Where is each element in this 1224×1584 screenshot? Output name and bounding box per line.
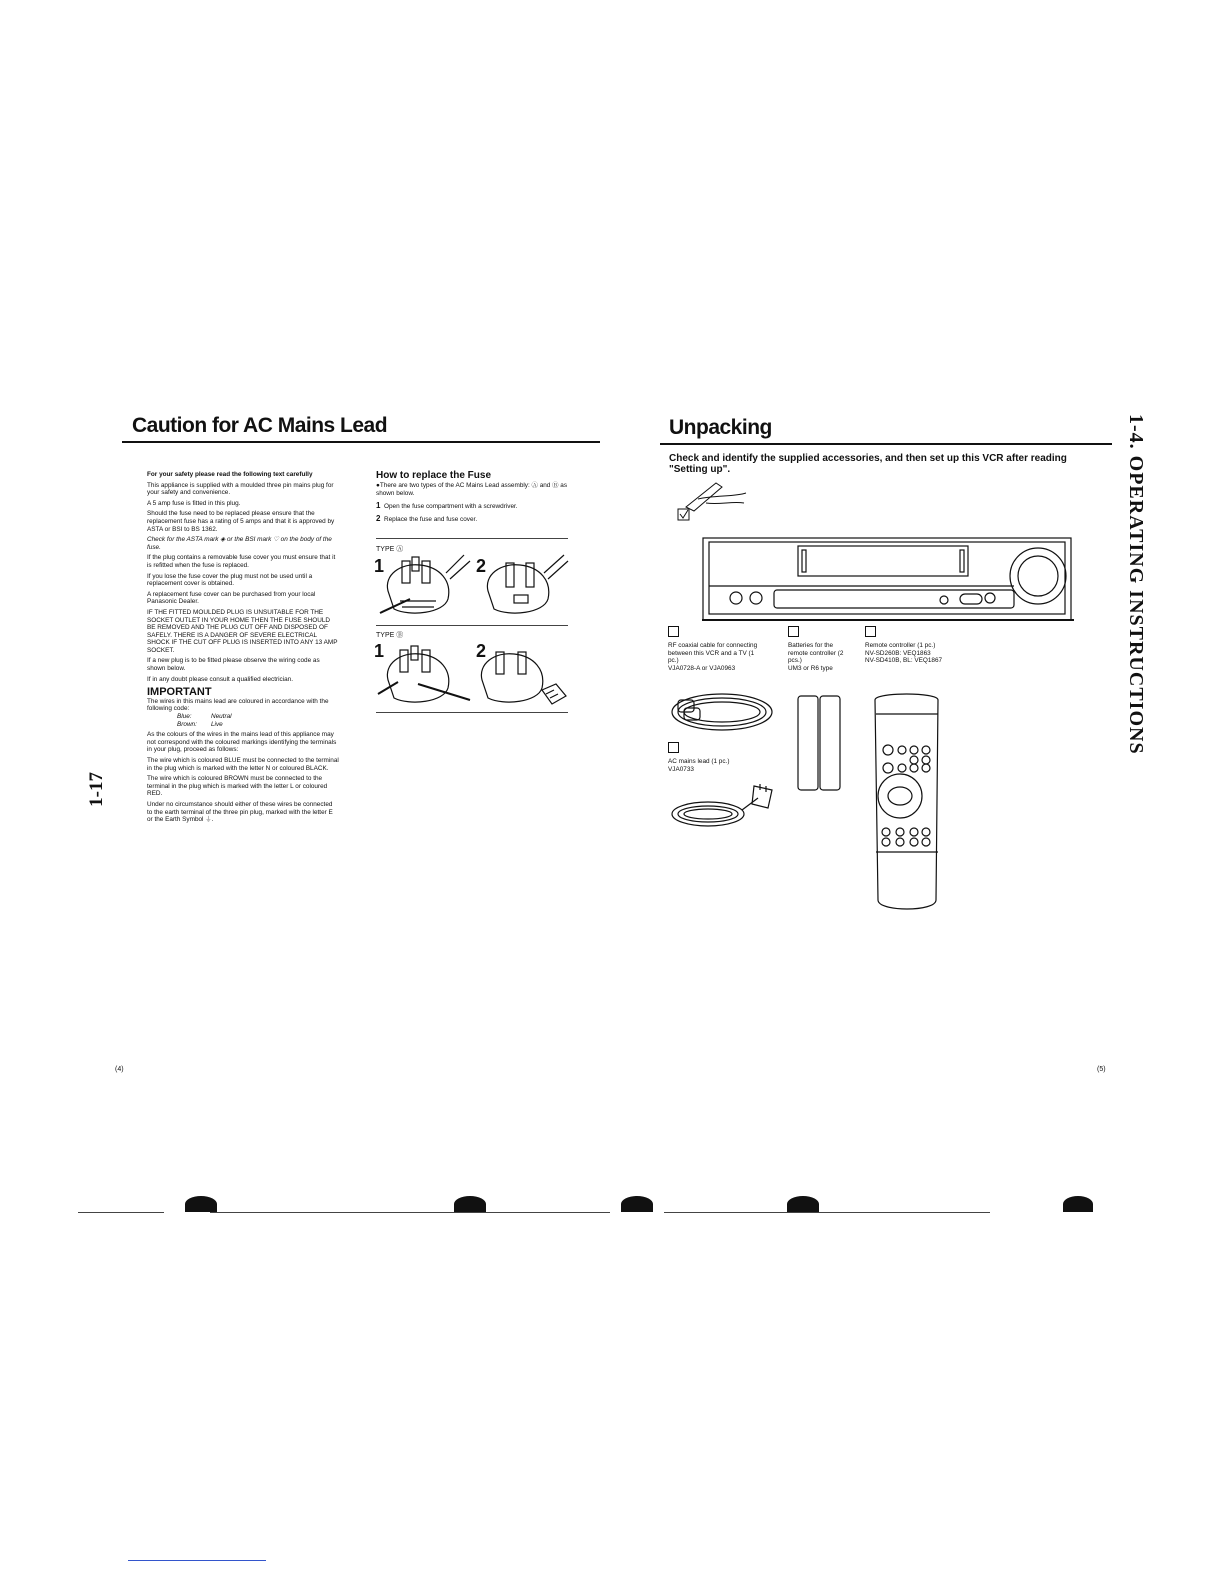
blue-value: Neutral bbox=[211, 713, 232, 721]
right-side-section-label: 1-4. OPERATING INSTRUCTIONS bbox=[1125, 414, 1147, 755]
paragraph: The wire which is coloured BLUE must be connected to the terminal in the plug which is marked with the letter N or coloured BLACK. bbox=[147, 757, 339, 772]
type-b-label: TYPE Ⓑ bbox=[376, 632, 404, 639]
fuse-step-2 bbox=[376, 515, 568, 524]
accessory-part-number: VJA0728-A or VJA0963 bbox=[668, 664, 736, 672]
fuse-note: ●There are two types of the AC Mains Lead assembly: Ⓐ and Ⓑ as shown below. bbox=[376, 482, 568, 497]
paragraph: This appliance is supplied with a moulded three pin mains plug for your safety and convenience. bbox=[147, 481, 334, 497]
figure-rule bbox=[376, 712, 568, 713]
right-title-rule bbox=[660, 443, 1112, 445]
left-page-number: (4) bbox=[115, 1066, 124, 1073]
registration-line bbox=[210, 1212, 610, 1213]
type-b-plug-illustration bbox=[378, 640, 570, 712]
accessory-checkbox[interactable] bbox=[668, 742, 679, 753]
accessory-description: RF coaxial cable for connecting between this VCR and a TV (1 pc.) bbox=[668, 642, 758, 665]
wire-code-brown bbox=[147, 721, 339, 729]
accessory-checkbox[interactable] bbox=[668, 626, 679, 637]
accessory-remote bbox=[865, 642, 975, 665]
accessory-batteries bbox=[788, 642, 852, 672]
accessory-part-number: NV-SD260B: VEQ1863 bbox=[865, 649, 931, 657]
checklist-pen-icon bbox=[676, 481, 750, 523]
paragraph: If the plug contains a removable fuse cover you must ensure that it is refitted when the fuse is replaced. bbox=[147, 554, 336, 569]
step-text: Open the fuse compartment with a screwdriver. bbox=[384, 503, 518, 511]
accessory-part-number: VJA0733 bbox=[668, 765, 694, 773]
batteries-illustration bbox=[796, 694, 844, 792]
registration-mark bbox=[185, 1196, 217, 1212]
paragraph: If you lose the fuse cover the plug must not be used until a replacement cover is obtained. bbox=[147, 572, 313, 588]
brown-value: Live bbox=[211, 720, 223, 728]
safety-text-column bbox=[147, 471, 339, 827]
paragraph: If a new plug is to be fitted please observe the wiring code as shown below. bbox=[147, 657, 320, 673]
important-heading: IMPORTANT bbox=[147, 686, 212, 699]
registration-line bbox=[78, 1212, 164, 1213]
step-number: 1 bbox=[376, 501, 381, 511]
figure-rule bbox=[376, 625, 568, 626]
accessory-checkbox[interactable] bbox=[865, 626, 876, 637]
accessory-rf-cable bbox=[668, 642, 758, 672]
figure-step-number: 1 bbox=[374, 556, 385, 576]
registration-mark bbox=[1063, 1196, 1093, 1212]
safety-heading: For your safety please read the following text carefully bbox=[147, 471, 313, 478]
registration-line bbox=[664, 1212, 990, 1213]
accessory-ac-lead bbox=[668, 758, 758, 773]
accessory-checkbox[interactable] bbox=[788, 626, 799, 637]
fuse-heading: How to replace the Fuse bbox=[376, 470, 492, 481]
paragraph: The wire which is coloured BROWN must be connected to the terminal in the plug which is marked with the letter L or coloured RED. bbox=[147, 775, 328, 798]
registration-mark bbox=[787, 1196, 819, 1212]
wire-code-blue bbox=[147, 713, 339, 721]
paragraph: The wires in this mains lead are coloured in accordance with the following code: bbox=[147, 697, 329, 713]
paragraph: A replacement fuse cover can be purchased from your local Panasonic Dealer. bbox=[147, 590, 316, 606]
right-page-title: Unpacking bbox=[669, 416, 772, 439]
figure-rule bbox=[376, 538, 568, 539]
rf-cable-illustration bbox=[668, 690, 776, 734]
figure-step-number: 2 bbox=[476, 641, 487, 661]
right-page-number: (5) bbox=[1097, 1066, 1106, 1073]
accessory-description: AC mains lead (1 pc.) bbox=[668, 758, 730, 765]
paragraph: A 5 amp fuse is fitted in this plug. bbox=[147, 499, 241, 507]
accessory-part-number: UM3 or R6 type bbox=[788, 664, 833, 672]
step-text: Replace the fuse and fuse cover. bbox=[384, 515, 478, 523]
vcr-illustration bbox=[702, 536, 1074, 626]
figure-step-number: 1 bbox=[374, 641, 385, 661]
accessory-description: Remote controller (1 pc.) bbox=[865, 642, 936, 649]
paragraph: Under no circumstance should either of these wires be connected to the earth terminal of the three pin plug, marked with the letter E or the Earth Symbol ⏚. bbox=[147, 800, 333, 824]
left-page-title: Caution for AC Mains Lead bbox=[132, 414, 388, 437]
registration-mark bbox=[621, 1196, 653, 1212]
accessory-description: Batteries for the remote controller (2 pcs.) bbox=[788, 642, 844, 665]
fuse-instructions bbox=[376, 470, 568, 523]
left-side-page-label: 1-17 bbox=[86, 772, 107, 807]
fuse-step-1 bbox=[376, 502, 568, 511]
registration-mark bbox=[454, 1196, 486, 1212]
blue-label: Blue: bbox=[177, 713, 192, 721]
brown-label: Brown: bbox=[177, 720, 197, 728]
unpacking-intro: Check and identify the supplied accessories, and then set up this VCR after reading "Setting up". bbox=[669, 453, 1067, 475]
ac-mains-lead-illustration bbox=[668, 782, 780, 832]
figure-step-number: 2 bbox=[476, 556, 487, 576]
left-title-rule bbox=[122, 441, 600, 443]
accessory-part-number: NV-SD410B, BL: VEQ1867 bbox=[865, 657, 943, 665]
type-a-plug-illustration bbox=[380, 553, 570, 623]
warning-caps: IF THE FITTED MOULDED PLUG IS UNSUITABLE FOR THE SOCKET OUTLET IN YOUR HOME THEN THE FUSE SHOULD BE REMOVED AND THE PLUG CUT OFF AND DISPOSED OF SAFELY. THERE IS A DANGER OF SEVERE ELECTRICAL SHOCK IF THE CUT OFF PLUG IS INSERTED INTO ANY 13 AMP SOCKET. bbox=[147, 608, 338, 654]
footer-link-line bbox=[128, 1560, 266, 1561]
paragraph: Check for the ASTA mark ◈ or the BSI mark ♡ on the body of the fuse. bbox=[147, 536, 332, 551]
step-number: 2 bbox=[376, 513, 381, 523]
paragraph: Should the fuse need to be replaced please ensure that the replacement fuse has a rating of 5 amps and that it is approved by ASTA or BSI to BS 1362. bbox=[147, 510, 335, 533]
remote-controller-illustration bbox=[872, 690, 942, 916]
paragraph: If in any doubt please consult a qualified electrician. bbox=[147, 675, 294, 683]
type-a-label: TYPE Ⓐ bbox=[376, 546, 404, 553]
paragraph: As the colours of the wires in the mains lead of this appliance may not correspond with the coloured markings identifying the terminals in your plug, proceed as follows: bbox=[147, 731, 337, 754]
